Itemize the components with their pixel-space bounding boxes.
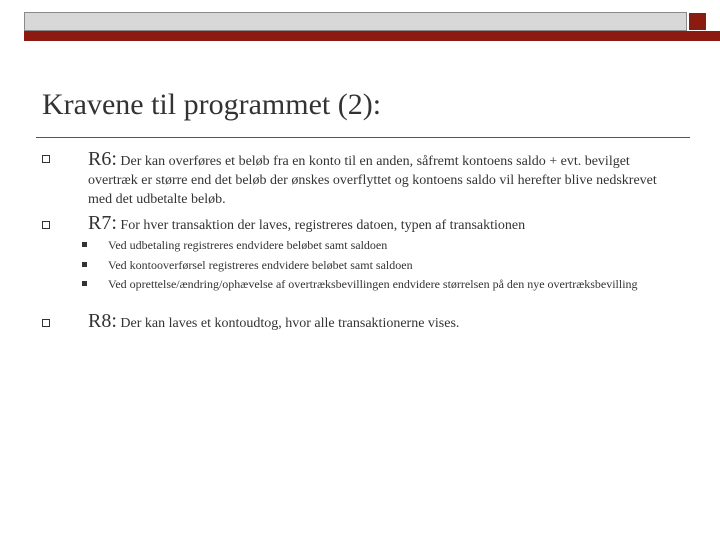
title-divider [36, 137, 690, 138]
bullet-box-icon [42, 221, 50, 229]
requirement-r7 [88, 214, 678, 235]
header-accent-bar [24, 31, 720, 41]
bullet-box-icon [42, 319, 50, 327]
sub-item: Ved oprettelse/ændring/ophævelse af overtræksbevillingen endvidere størrelsen på den nye overtræksbevilling [108, 277, 638, 291]
header-bar [24, 12, 687, 31]
requirement-id: R6: [88, 148, 117, 170]
requirement-text: Der kan overføres et beløb fra en konto til en anden, såfremt kontoens saldo + evt. bevilget overtræk er større end det beløb der ønskes overflyttet og kontoens saldo vil herefter blive nedskrevet med det udbetalte beløb. [88, 154, 657, 207]
sub-item: Ved kontooverførsel registreres endvidere beløbet samt saldoen [108, 258, 413, 272]
requirement-id: R7: [88, 212, 117, 234]
bullet-square-icon [82, 262, 87, 267]
requirement-r6 [88, 150, 678, 209]
requirement-text: For hver transaktion der laves, registreres datoen, typen af transaktionen [116, 218, 526, 233]
corner-square [689, 13, 706, 30]
bullet-box-icon [42, 155, 50, 163]
sub-item: Ved udbetaling registreres endvidere beløbet samt saldoen [108, 238, 388, 252]
requirement-text: Der kan laves et kontoudtog, hvor alle transaktionerne vises. [116, 316, 460, 331]
bullet-square-icon [82, 242, 87, 247]
requirement-r8 [88, 312, 678, 333]
bullet-square-icon [82, 281, 87, 286]
slide-title: Kravene til programmet (2): [42, 88, 382, 121]
requirement-id: R8: [88, 310, 117, 332]
